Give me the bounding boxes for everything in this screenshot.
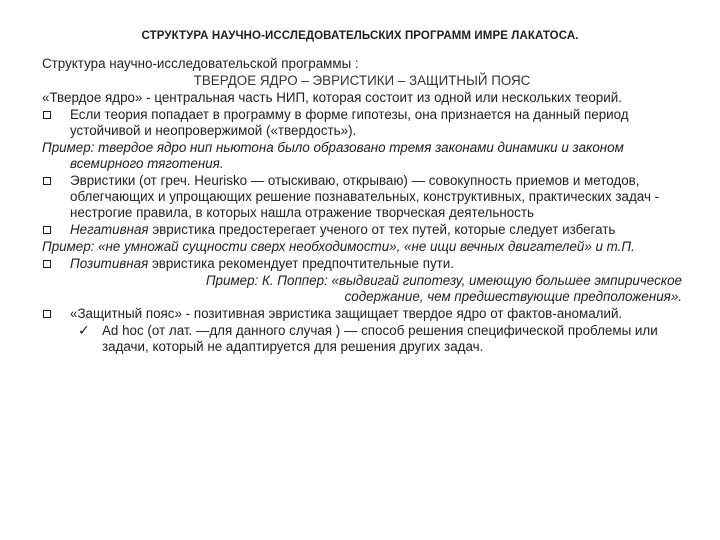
square-bullet-icon: [43, 260, 51, 268]
list-item-text: Если теория попадает в программу в форме гипотезы, она признается на данный период устойчивой и неопровержимой («твердость»).: [70, 107, 629, 138]
sub-list-item: [42, 323, 682, 355]
list-item-text: Эвристики (от греч. Heurisko — отыскиваю, открываю) — совокупность приемов и методов, облегчающих и упрощающих решение познавательных, конструктивных, практических задач - нестрогие правила, в которых нашла отражение творческая деятельность: [70, 173, 660, 220]
structure-formula: ТВЕРДОЕ ЯДРО – ЭВРИСТИКИ – ЗАЩИТНЫЙ ПОЯС: [193, 73, 531, 88]
list-item: [42, 306, 682, 322]
square-bullet-icon: [43, 310, 51, 318]
term-negative: Негативная: [70, 222, 149, 237]
example-popper: Пример: К. Поппер: «выдвигай гипотезу, имеющую большее эмпирическое содержание, чем предшествующие предположения».: [205, 273, 682, 304]
page-title: СТРУКТУРА НАУЧНО-ИССЛЕДОВАТЕЛЬСКИХ ПРОГРАММ ИМРЕ ЛАКАТОСА.: [141, 30, 579, 42]
term-positive: Позитивная: [70, 256, 149, 271]
list-item-text: эвристика рекомендует предпочтительные пути.: [148, 256, 454, 271]
list-item: [42, 256, 682, 272]
intro-text: Структура научно-исследовательской программы :: [42, 56, 359, 71]
check-mark-icon: ✓: [78, 323, 90, 339]
example-negative: Пример: «не умножай сущности сверх необходимости», «не ищи вечных двигателей» и т.П.: [42, 239, 635, 254]
list-item: [42, 222, 682, 238]
list-item: [42, 173, 682, 221]
square-bullet-icon: [43, 177, 51, 185]
list-item-text: эвристика предостерегает ученого от тех путей, которые следует избегать: [148, 222, 616, 237]
list-item-text: «Защитный пояс» - позитивная эвристика защищает твердое ядро от фактов-аномалий.: [70, 306, 623, 321]
sub-list-item-text: Ad hoc (от лат. —для данного случая ) — способ решения специфической проблемы или задачи, который не адаптируется для решения других задач.: [102, 323, 658, 354]
example-newton: Пример: твердое ядро нип ньютона было образовано тремя законами динамики и законом всемирного тяготения.: [42, 140, 624, 171]
core-definition: «Твердое ядро» - центральная часть НИП, которая состоит из одной или нескольких теорий.: [42, 90, 622, 105]
square-bullet-icon: [43, 226, 51, 234]
slide-body: [42, 56, 682, 356]
list-item: [42, 107, 682, 139]
square-bullet-icon: [43, 111, 51, 119]
